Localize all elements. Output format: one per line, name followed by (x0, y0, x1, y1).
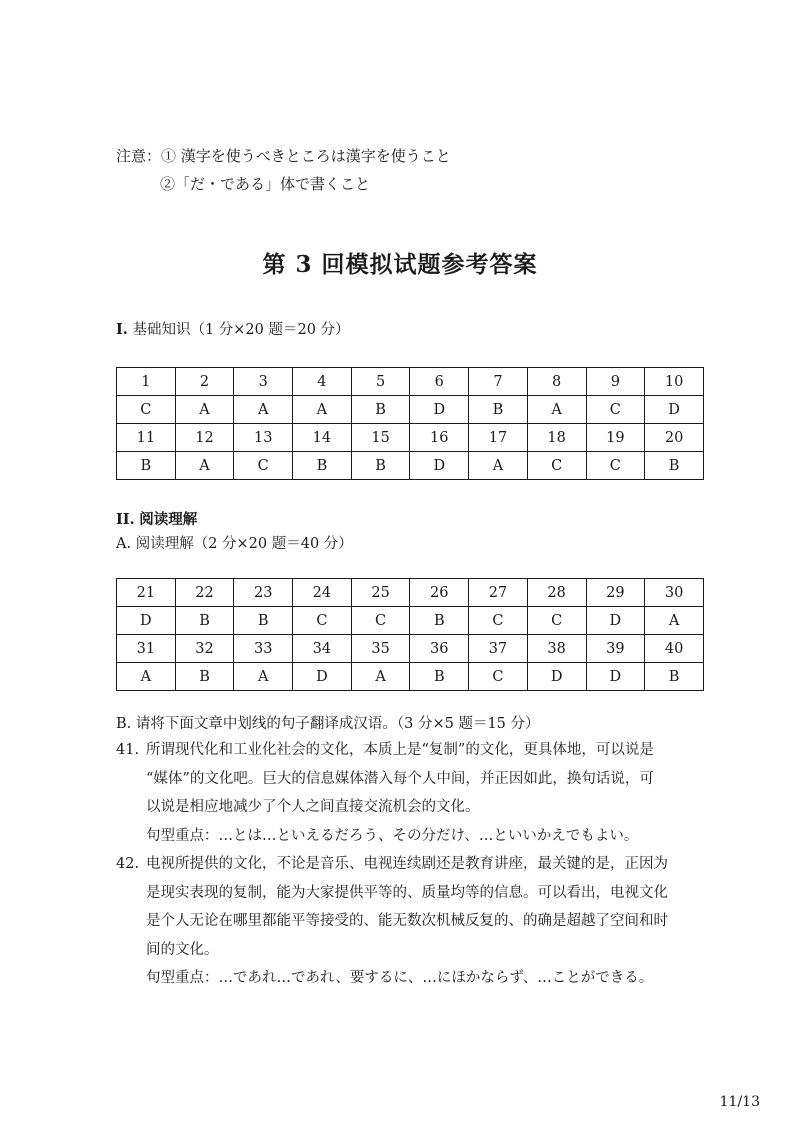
question-number-cell: 29 (586, 579, 645, 607)
answer-cell: B (645, 663, 704, 691)
answer-cell: C (117, 396, 176, 424)
answer-cell: A (117, 663, 176, 691)
question-number-cell: 30 (645, 579, 704, 607)
answer-table-2 (116, 578, 704, 691)
section-2b-heading: B. 请将下面文章中划线的句子翻译成汉语。（3 分×5 题＝15 分） (116, 716, 540, 732)
item-line: 以说是相应地减少了个人之间直接交流机会的文化。 (146, 799, 480, 815)
question-number-cell: 10 (645, 368, 704, 396)
table-row (117, 635, 704, 663)
question-number-cell: 19 (586, 424, 645, 452)
answer-cell: B (469, 396, 528, 424)
answer-cell: D (527, 663, 586, 691)
question-number-cell: 33 (234, 635, 293, 663)
answer-item-42 (116, 850, 716, 993)
answer-cell: B (234, 607, 293, 635)
answer-cell: D (293, 663, 352, 691)
item-line: 间的文化。 (146, 941, 219, 958)
sentence-pattern-point: 句型重点：…であれ…であれ、要するに、…にほかならず、…ことができる。 (146, 970, 654, 986)
answer-cell: B (175, 663, 234, 691)
note-prefix: 注意： (116, 147, 162, 165)
answer-cell: A (175, 396, 234, 424)
table-row (117, 579, 704, 607)
answer-cell: B (117, 452, 176, 480)
note-item-1: ① 漢字を使うべきところは漢字を使うこと (161, 147, 451, 165)
question-number-cell: 25 (351, 579, 410, 607)
answer-cell: B (351, 452, 410, 480)
answer-cell: A (234, 396, 293, 424)
answer-item-41 (116, 736, 716, 850)
section-2-roman: II. (116, 511, 135, 528)
question-number-cell: 22 (175, 579, 234, 607)
question-number-cell: 21 (117, 579, 176, 607)
notes-block (116, 142, 451, 198)
question-number-cell: 24 (293, 579, 352, 607)
question-number-cell: 20 (645, 424, 704, 452)
section-1-roman: I. (116, 321, 128, 338)
answer-cell: D (586, 663, 645, 691)
table-row (117, 424, 704, 452)
sentence-pattern-point: 句型重点：…とは…といえるだろう、その分だけ、…といいかえでもよい。 (146, 827, 639, 844)
question-number-cell: 6 (410, 368, 469, 396)
answer-cell: C (234, 452, 293, 480)
question-number-cell: 31 (117, 635, 176, 663)
question-number-cell: 11 (117, 424, 176, 452)
answer-cell: C (586, 396, 645, 424)
answer-cell: D (645, 396, 704, 424)
table-row (117, 452, 704, 480)
item-line: 是个人无论在哪里都能平等接受的、能无数次机械反复的、的确是超越了空间和时 (146, 913, 668, 929)
answer-cell: C (293, 607, 352, 635)
question-number-cell: 7 (469, 368, 528, 396)
answer-cell: D (117, 607, 176, 635)
question-number-cell: 16 (410, 424, 469, 452)
section-2-heading (116, 508, 197, 529)
answer-table-1 (116, 367, 704, 480)
answer-cell: A (645, 607, 704, 635)
question-number-cell: 1 (117, 368, 176, 396)
question-number-cell: 9 (586, 368, 645, 396)
answer-cell: A (293, 396, 352, 424)
item-line: 是现实表现的复制，能为大家提供平等的、质量均等的信息。可以看出，电视文化 (146, 884, 668, 901)
table-row (117, 368, 704, 396)
question-number-cell: 34 (293, 635, 352, 663)
answer-cell: C (469, 607, 528, 635)
answer-cell: C (527, 452, 586, 480)
question-number-cell: 3 (234, 368, 293, 396)
question-number-cell: 14 (293, 424, 352, 452)
answer-cell: A (527, 396, 586, 424)
answer-cell: B (351, 396, 410, 424)
item-line: “媒体”的文化吧。巨大的信息媒体潜入每个人中间，并正因如此，换句话说，可 (146, 770, 654, 787)
question-number-cell: 26 (410, 579, 469, 607)
answer-cell: D (410, 452, 469, 480)
answer-cell: A (351, 663, 410, 691)
question-number-cell: 5 (351, 368, 410, 396)
question-number-cell: 38 (527, 635, 586, 663)
item-body (146, 736, 716, 822)
answer-cell: C (469, 663, 528, 691)
page-number: 11/13 (719, 1094, 760, 1110)
answer-cell: D (586, 607, 645, 635)
answer-cell: D (410, 396, 469, 424)
section-1-title: 基础知识（1 分×20 题＝20 分） (132, 322, 350, 338)
question-number-cell: 12 (175, 424, 234, 452)
question-number-cell: 36 (410, 635, 469, 663)
answer-cell: C (527, 607, 586, 635)
table-row (117, 396, 704, 424)
question-number-cell: 28 (527, 579, 586, 607)
item-line: 所谓现代化和工业化社会的文化，本质上是“复制”的文化，更具体地，可以说是 (146, 742, 654, 758)
question-number-cell: 35 (351, 635, 410, 663)
item-number: 41. (116, 742, 140, 758)
answer-cell: A (469, 452, 528, 480)
question-number-cell: 39 (586, 635, 645, 663)
question-number-cell: 23 (234, 579, 293, 607)
question-number-cell: 37 (469, 635, 528, 663)
answer-cell: C (586, 452, 645, 480)
note-line-1 (116, 142, 451, 170)
answer-cell: B (293, 452, 352, 480)
question-number-cell: 18 (527, 424, 586, 452)
section-1-heading (116, 318, 350, 339)
page-title: 第 3 回模拟试题参考答案 (262, 251, 538, 278)
question-number-cell: 2 (175, 368, 234, 396)
answer-cell: C (351, 607, 410, 635)
question-number-cell: 13 (234, 424, 293, 452)
item-line: 电视所提供的文化，不论是音乐、电视连续剧还是教育讲座，最关键的是，正因为 (146, 856, 668, 872)
answer-cell: A (175, 452, 234, 480)
question-number-cell: 8 (527, 368, 586, 396)
question-number-cell: 32 (175, 635, 234, 663)
question-number-cell: 17 (469, 424, 528, 452)
question-number-cell: 40 (645, 635, 704, 663)
answer-cell: B (410, 663, 469, 691)
note-item-2: ②「だ・である」体で書くこと (160, 175, 371, 193)
answer-cell: B (175, 607, 234, 635)
table-row (117, 663, 704, 691)
question-number-cell: 4 (293, 368, 352, 396)
answer-cell: A (234, 663, 293, 691)
question-number-cell: 27 (469, 579, 528, 607)
item-number: 42. (116, 856, 140, 872)
section-2-title: 阅读理解 (139, 511, 198, 528)
answer-cell: B (645, 452, 704, 480)
table-row (117, 607, 704, 635)
answer-cell: B (410, 607, 469, 635)
question-number-cell: 15 (351, 424, 410, 452)
item-body (146, 850, 716, 964)
section-2a-heading: A. 阅读理解（2 分×20 题＝40 分） (116, 536, 353, 552)
